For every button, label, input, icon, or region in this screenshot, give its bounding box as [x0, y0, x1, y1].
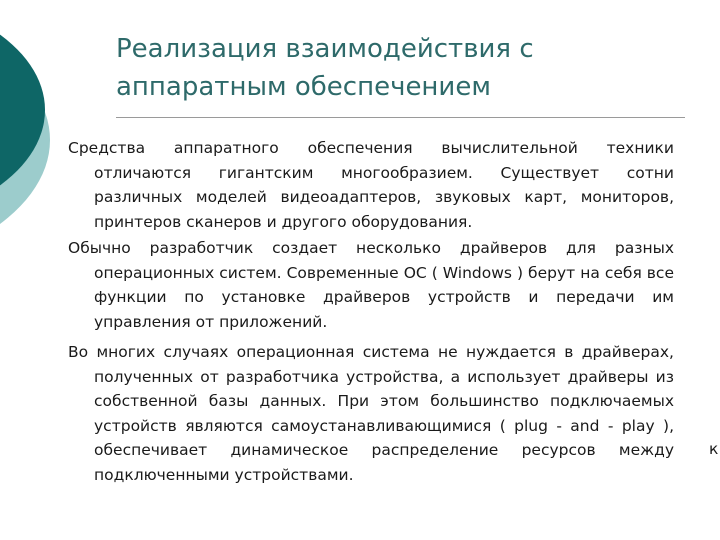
paragraph-drivers-os: Обычно разработчик создает несколько драйверов для разных операционных систем. Современные ОС ( Windows ) берут на себя все функции по установке драйверов устройств и передачи им управления от приложений. — [68, 239, 674, 331]
slide-title: Реализация взаимодействия с аппаратным обеспечением — [116, 34, 534, 102]
paragraph-hardware-diversity: Средства аппаратного обеспечения вычислительной техники отличаются гигантским многообразием. Существует сотни различных моделей видеоадаптеров, звуковых карт, мониторов, принтеров сканеров и другого оборудования. — [68, 139, 674, 231]
paragraph-plug-and-play: Во многих случаях операционная система не нуждается в драйверах, полученных от разработчика устройства, а использует драйверы из собственной базы данных. При этом большинство подключаемых устройств являются самоустанавливающимися ( plug - and - play ), обеспечивает динамическое распределение ресурсов между подключенными устройствами. — [68, 343, 674, 484]
white-cover-left — [0, 282, 64, 540]
cut-off-text-fragment: к — [709, 440, 719, 458]
title-divider — [116, 117, 685, 118]
